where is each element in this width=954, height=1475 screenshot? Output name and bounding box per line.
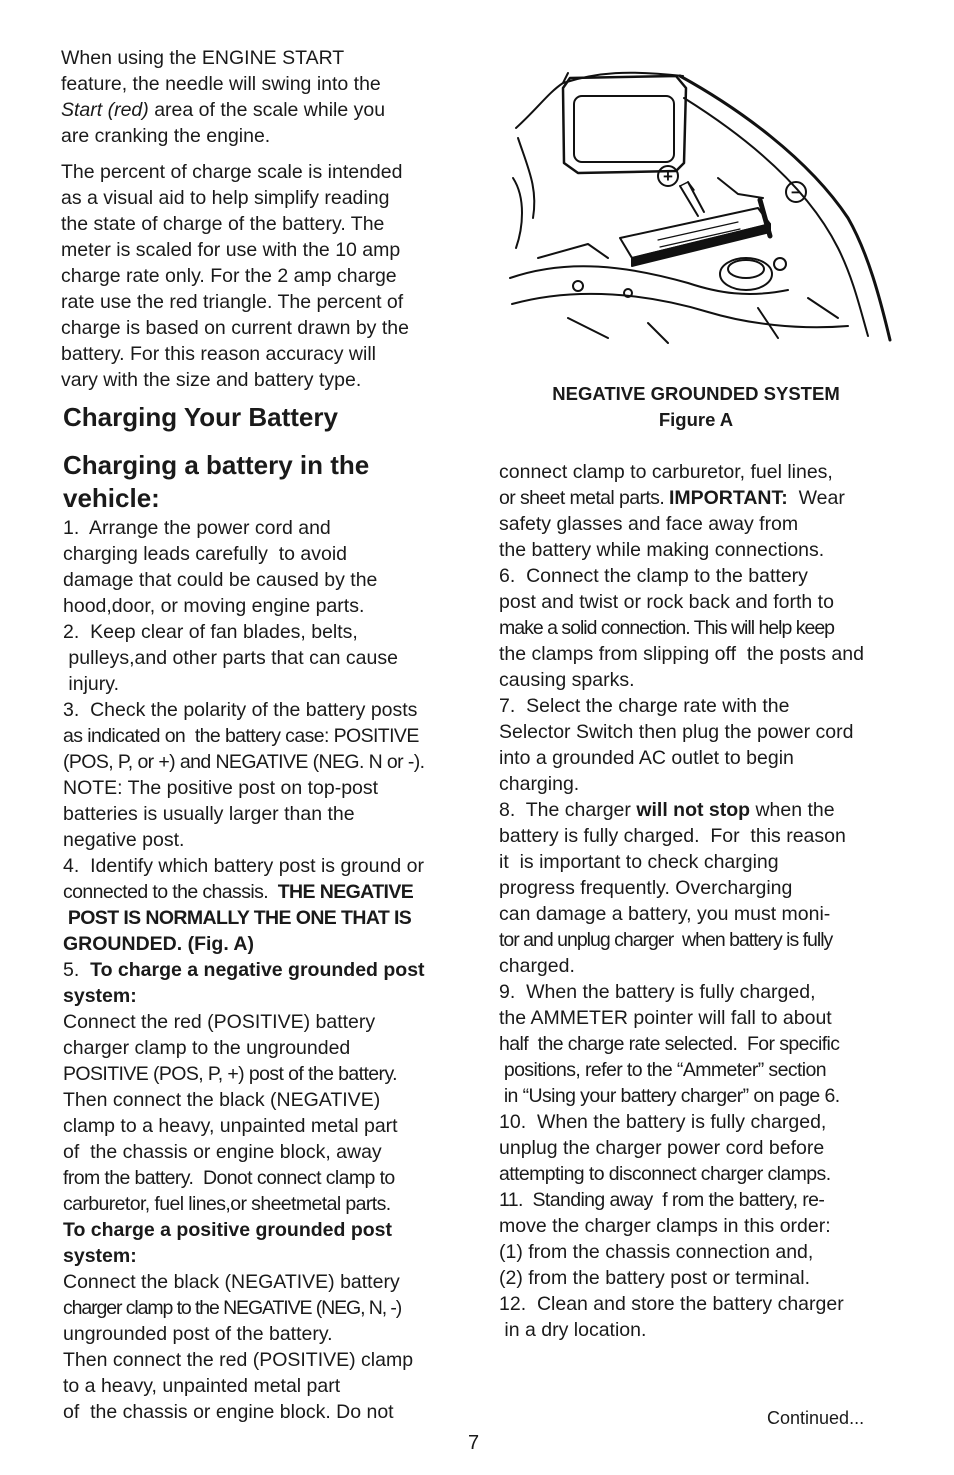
figure-a-illustration <box>508 68 894 348</box>
text-line: damage that could be caused by the <box>63 569 378 591</box>
caption-line: NEGATIVE GROUNDED SYSTEM <box>552 383 840 404</box>
negative-cable <box>718 178 763 198</box>
text-line: it is important to check charging <box>499 851 779 873</box>
italic-term: Start (red) <box>61 99 149 121</box>
text-fragment: when the <box>750 799 835 821</box>
text-line: battery is fully charged. For this reason <box>499 825 846 847</box>
text-line: half the charge rate selected. For specific <box>499 1033 840 1055</box>
text-line: post and twist or rock back and forth to <box>499 591 834 613</box>
text-line: ungrounded post of the battery. <box>63 1323 333 1345</box>
text-line: 2. Keep clear of fan blades, belts, <box>63 621 358 643</box>
text-line: positions, refer to the “Ammeter” section <box>499 1059 827 1081</box>
lower-frame <box>512 294 848 327</box>
text-fragment: or sheet metal parts. <box>499 487 669 509</box>
text-line: When using the ENGINE START <box>61 47 345 69</box>
text-line: hood,door, or moving engine parts. <box>63 595 365 617</box>
step-3 <box>63 697 461 853</box>
text-fragment: area of the scale while you <box>148 99 386 121</box>
text-line: POSITIVE (POS, P, +) post of the battery. <box>63 1063 397 1085</box>
text-line: in “Using your battery charger” on page 6. <box>499 1085 840 1107</box>
text-line: tor and unplug charger when battery is fully <box>499 929 833 951</box>
continued-note: Continued... <box>767 1408 865 1428</box>
text-line: in a dry location. <box>499 1319 647 1341</box>
caption-line: Figure A <box>658 409 734 430</box>
text-line: Then connect the black (NEGATIVE) <box>63 1089 381 1111</box>
text-line: unplug the charger power cord before <box>499 1137 825 1159</box>
text-line: injury. <box>63 673 119 695</box>
text-line: vary with the size and battery type. <box>61 369 362 391</box>
radiator-cap-top <box>728 260 764 278</box>
air-cleaner-housing <box>563 76 686 173</box>
text-line: batteries is usually larger than the <box>63 803 355 825</box>
text-line: feature, the needle will swing into the <box>61 73 381 95</box>
bold-fragment: THE NEGATIVE <box>277 881 414 903</box>
text-line: to a heavy, unpainted metal part <box>63 1375 341 1397</box>
text-line: (2) from the battery post or terminal. <box>499 1267 811 1289</box>
page-number: 7 <box>468 1432 480 1454</box>
text-line: as a visual aid to help simplify reading <box>61 187 390 209</box>
text-line: as indicated on the battery case: POSITIVE <box>63 725 419 747</box>
right-column <box>499 459 899 1343</box>
subsection-heading-line2: vehicle: <box>63 483 160 513</box>
hood-outline <box>516 73 683 128</box>
text-line: (POS, P, or +) and NEGATIVE (NEG. N or -). <box>63 751 425 773</box>
text-line: progress frequently. Overcharging <box>499 877 793 899</box>
step-8 <box>499 797 899 979</box>
section-heading: Charging Your Battery <box>63 402 338 432</box>
text-line: the clamps from slipping off the posts and <box>499 643 864 665</box>
step-7 <box>499 693 899 797</box>
step-9 <box>499 979 899 1109</box>
text-line: make a solid connection. This will help keep <box>499 617 835 639</box>
bolt <box>573 281 583 291</box>
text-line: 12. Clean and store the battery charger <box>499 1293 844 1315</box>
intro-paragraph-1 <box>61 45 461 149</box>
subsection-heading-line1: Charging a battery in the <box>63 450 370 480</box>
text-line: can damage a battery, you must moni- <box>499 903 831 925</box>
bold-fragment: To charge a negative grounded post <box>90 959 425 981</box>
text-line <box>499 797 899 823</box>
text-line <box>61 97 461 123</box>
text-line: charged. <box>499 955 575 977</box>
text-line: safety glasses and face away from <box>499 513 799 535</box>
step-5 <box>63 957 461 1217</box>
text-fragment: Wear <box>787 487 845 509</box>
bolt <box>774 258 786 270</box>
text-line: charging. <box>499 773 580 795</box>
text-line: POST IS NORMALLY THE ONE THAT IS <box>63 907 412 929</box>
text-line: 4. Identify which battery post is ground or <box>63 855 424 877</box>
text-line: charge is based on current drawn by the <box>61 317 409 339</box>
bold-fragment: will not stop <box>636 799 751 821</box>
text-line: system: <box>63 985 137 1007</box>
text-line: the AMMETER pointer will fall to about <box>499 1007 832 1029</box>
text-line: clamp to a heavy, unpainted metal part <box>63 1115 398 1137</box>
text-line: (1) from the chassis connection and, <box>499 1241 814 1263</box>
figure-caption <box>500 381 892 433</box>
step-11 <box>499 1187 899 1291</box>
text-line: charge rate only. For the 2 amp charge <box>61 265 397 287</box>
text-line: battery. For this reason accuracy will <box>61 343 376 365</box>
text-line: attempting to disconnect charger clamps. <box>499 1163 831 1185</box>
text-line: connect clamp to carburetor, fuel lines, <box>499 461 833 483</box>
text-line: Connect the black (NEGATIVE) battery <box>63 1271 400 1293</box>
text-line: charger clamp to the NEGATIVE (NEG, N, -) <box>63 1297 402 1319</box>
text-line <box>499 485 899 511</box>
step-10 <box>499 1109 899 1187</box>
left-column <box>61 45 461 1425</box>
minus-icon: − <box>791 183 801 202</box>
radiator-cap <box>720 258 772 290</box>
text-line: system: <box>63 1245 137 1267</box>
text-line: rate use the red triangle. The percent of <box>61 291 404 313</box>
text-line: the battery while making connections. <box>499 539 825 561</box>
text-line: 9. When the battery is fully charged, <box>499 981 816 1003</box>
bold-fragment: IMPORTANT: <box>668 487 788 509</box>
text-line: 7. Select the charge rate with the <box>499 695 790 717</box>
step-4 <box>63 853 461 957</box>
text-line: Connect the red (POSITIVE) battery <box>63 1011 376 1033</box>
text-line: 6. Connect the clamp to the battery <box>499 565 808 587</box>
step-12 <box>499 1291 899 1343</box>
text-line: To charge a positive grounded post <box>63 1219 393 1241</box>
air-cleaner-window <box>574 96 674 162</box>
text-line: from the battery. Donot connect clamp to <box>63 1167 395 1189</box>
text-line: move the charger clamps in this order: <box>499 1215 831 1237</box>
engine-bay-line-drawing <box>508 68 894 348</box>
text-line: Then connect the red (POSITIVE) clamp <box>63 1349 414 1371</box>
plus-icon: + <box>663 167 673 186</box>
text-line: carburetor, fuel lines,or sheetmetal parts. <box>63 1193 391 1215</box>
text-line: of the chassis or engine block. Do not <box>63 1401 394 1423</box>
text-line: 1. Arrange the power cord and <box>63 517 331 539</box>
text-line <box>63 879 461 905</box>
text-line: The percent of charge scale is intended <box>61 161 403 183</box>
intro-paragraph-2 <box>61 159 461 393</box>
positive-ground-instructions <box>63 1217 461 1425</box>
step-number: 5. <box>63 959 91 981</box>
text-line: are cranking the engine. <box>61 125 271 147</box>
fender-inner <box>684 98 868 336</box>
text-line <box>63 957 461 983</box>
text-line: meter is scaled for use with the 10 amp <box>61 239 401 261</box>
text-line: charger clamp to the ungrounded <box>63 1037 351 1059</box>
text-line: charging leads carefully to avoid <box>63 543 347 565</box>
step-2 <box>63 619 461 697</box>
text-line: NOTE: The positive post on top-post <box>63 777 379 799</box>
text-line: of the chassis or engine block, away <box>63 1141 382 1163</box>
text-line: GROUNDED. (Fig. A) <box>63 933 255 955</box>
text-fragment: 8. The charger <box>499 799 637 821</box>
text-fragment: connected to the chassis. <box>63 881 278 903</box>
text-line: causing sparks. <box>499 669 635 691</box>
text-line: 11. Standing away f rom the battery, re- <box>499 1189 825 1211</box>
step-6 <box>499 563 899 693</box>
engine-detail <box>513 138 534 248</box>
text-line: Selector Switch then plug the power cord <box>499 721 854 743</box>
step-1 <box>63 515 461 619</box>
text-line: into a grounded AC outlet to begin <box>499 747 794 769</box>
text-line: pulleys,and other parts that can cause <box>63 647 398 669</box>
text-line: the state of charge of the battery. The <box>61 213 385 235</box>
text-line: 10. When the battery is fully charged, <box>499 1111 827 1133</box>
text-line: negative post. <box>63 829 185 851</box>
text-line: 3. Check the polarity of the battery posts <box>63 699 418 721</box>
